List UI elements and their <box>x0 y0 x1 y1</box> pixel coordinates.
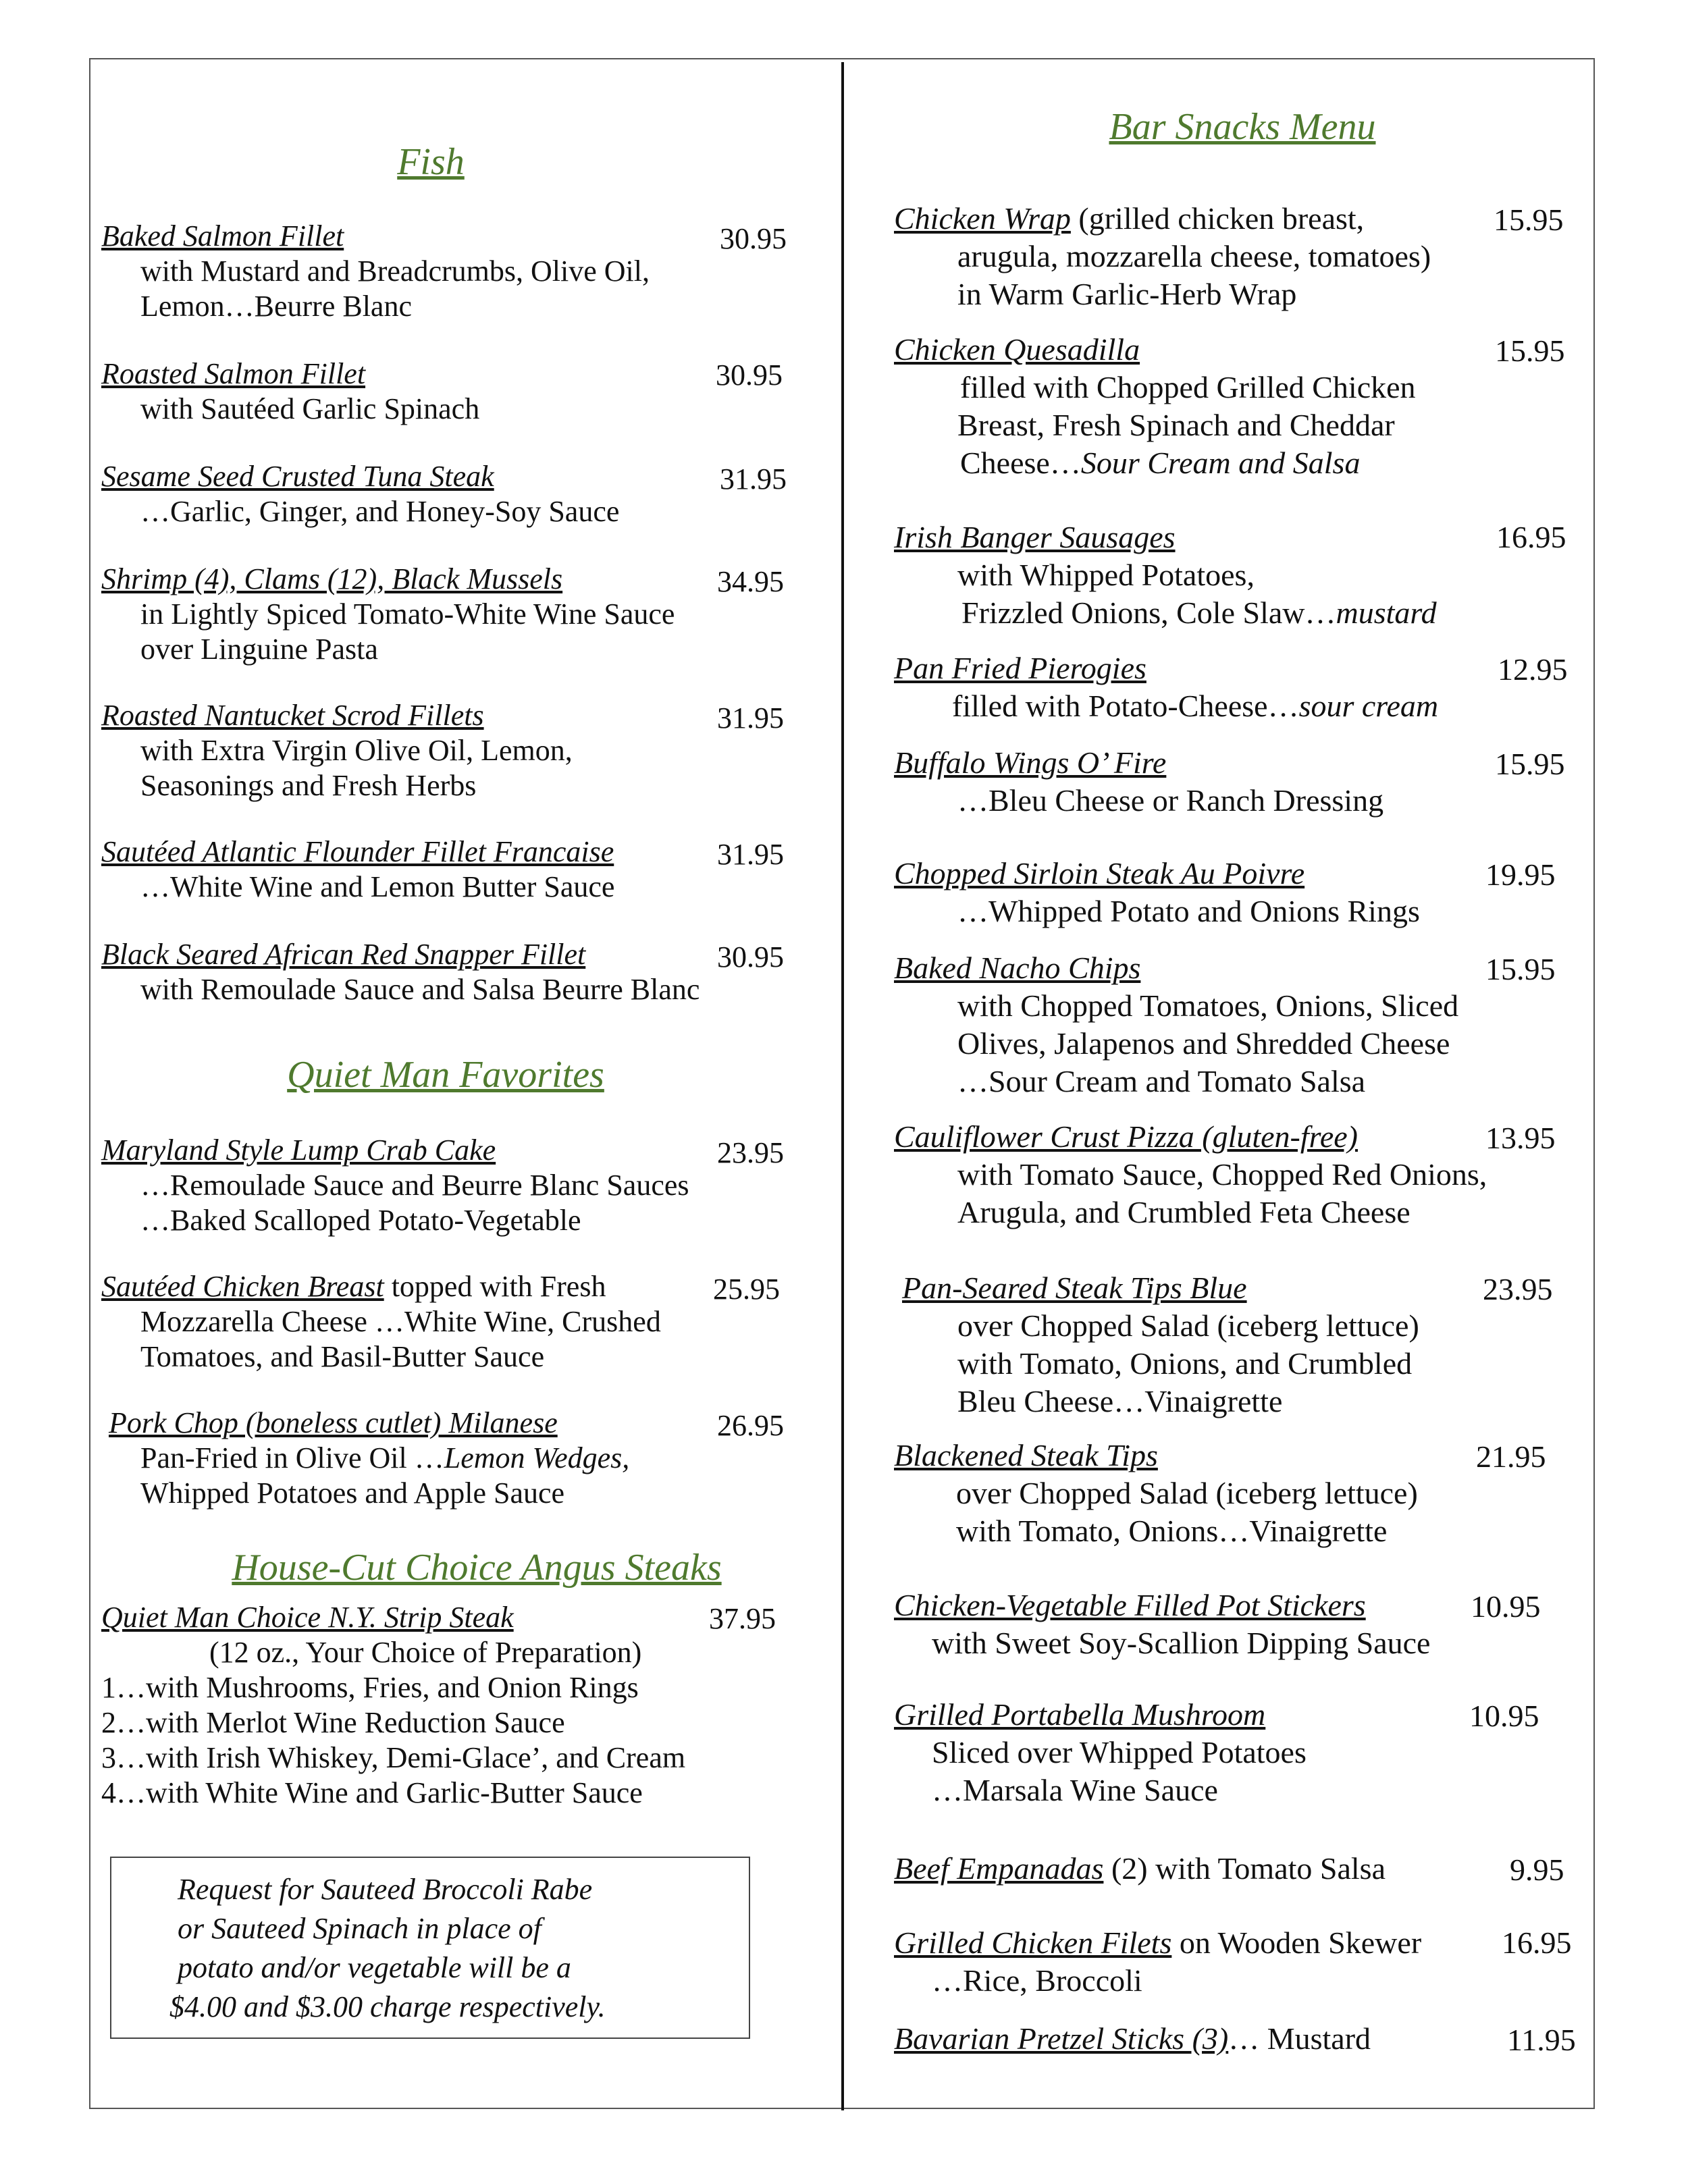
item-price: 31.95 <box>717 838 784 871</box>
item-price: 15.95 <box>1494 203 1564 237</box>
item-price: 11.95 <box>1507 2023 1576 2057</box>
item-price: 30.95 <box>717 940 784 974</box>
item-name: Pan-Seared Steak Tips Blue <box>902 1271 1247 1305</box>
note-line: $4.00 and $3.00 charge respectively. <box>169 1990 606 2023</box>
item-price: 26.95 <box>717 1409 784 1442</box>
menu-item <box>894 1850 1386 1888</box>
item-desc: over Chopped Salad (iceberg lettuce) <box>956 1476 1418 1510</box>
menu-item <box>894 1437 1418 1550</box>
item-desc: filled with Potato-Cheese…sour cream <box>952 689 1439 723</box>
menu-item <box>101 1269 661 1375</box>
menu-item <box>101 356 479 427</box>
menu-item <box>894 1696 1307 1809</box>
item-desc: …Sour Cream and Tomato Salsa <box>957 1064 1366 1098</box>
item-subtitle: (12 oz., Your Choice of Preparation) <box>209 1636 642 1669</box>
item-price: 15.95 <box>1485 952 1556 986</box>
item-name: Pan Fried Pierogies <box>894 651 1146 685</box>
item-desc: Sliced over Whipped Potatoes <box>932 1735 1307 1769</box>
menu-item <box>894 518 1437 632</box>
item-name: Sesame Seed Crusted Tuna Steak <box>101 460 494 493</box>
item-desc: with Tomato Sauce, Chopped Red Onions, <box>957 1157 1487 1192</box>
item-desc: with Whipped Potatoes, <box>957 558 1255 592</box>
section-title-steaks: House-Cut Choice Angus Steaks <box>232 1547 722 1589</box>
item-desc: Olives, Jalapenos and Shredded Cheese <box>957 1026 1450 1061</box>
item-price: 15.95 <box>1495 334 1565 368</box>
menu-item <box>101 937 700 1007</box>
item-desc: filled with Chopped Grilled Chicken <box>960 370 1416 404</box>
menu-item <box>894 1587 1430 1662</box>
item-name: Blackened Steak Tips <box>894 1438 1158 1472</box>
menu-item <box>101 1406 629 1511</box>
section-title-favorites: Quiet Man Favorites <box>287 1054 604 1096</box>
menu-item <box>101 1133 689 1238</box>
item-name: Maryland Style Lump Crab Cake <box>101 1134 496 1167</box>
item-name: Chopped Sirloin Steak Au Poivre <box>894 856 1305 890</box>
menu-item <box>101 219 650 324</box>
item-desc: …Garlic, Ginger, and Honey-Soy Sauce <box>140 495 620 528</box>
item-desc: with Tomato, Onions, and Crumbled <box>957 1346 1413 1381</box>
item-name: Chicken Quesadilla <box>894 332 1140 367</box>
menu-item <box>894 949 1458 1100</box>
section-title-bar-snacks: Bar Snacks Menu <box>1109 106 1376 148</box>
item-price: 13.95 <box>1485 1121 1556 1155</box>
item-price: 9.95 <box>1510 1853 1564 1887</box>
item-name: Shrimp (4), Clams (12), Black Mussels <box>101 562 563 595</box>
item-name: Black Seared African Red Snapper Fillet <box>101 938 586 971</box>
menu-item <box>101 459 619 529</box>
item-price: 15.95 <box>1495 747 1565 781</box>
menu-item <box>894 1924 1421 2000</box>
item-price: 30.95 <box>720 222 787 255</box>
item-price: 25.95 <box>713 1273 780 1306</box>
item-desc: …White Wine and Lemon Butter Sauce <box>140 870 615 903</box>
item-name: Pork Chop (boneless cutlet) Milanese <box>109 1406 558 1439</box>
item-desc: over Linguine Pasta <box>140 633 378 666</box>
menu-item <box>894 2020 1371 2058</box>
item-desc: Whipped Potatoes and Apple Sauce <box>140 1476 565 1510</box>
item-name-tail: (grilled chicken breast, <box>1070 201 1365 236</box>
item-desc: with Sautéed Garlic Spinach <box>140 392 480 425</box>
item-name-tail: on Wooden Skewer <box>1171 1925 1422 1960</box>
item-desc: over Chopped Salad (iceberg lettuce) <box>957 1308 1419 1343</box>
menu-item <box>101 562 675 667</box>
item-desc: Lemon…Beurre Blanc <box>140 290 412 323</box>
item-name: Cauliflower Crust Pizza (gluten-free) <box>894 1119 1358 1154</box>
item-desc: with Tomato, Onions…Vinaigrette <box>956 1514 1388 1548</box>
item-desc: with Mustard and Breadcrumbs, Olive Oil, <box>140 255 650 288</box>
note-line: Request for Sauteed Broccoli Rabe <box>178 1873 593 1906</box>
item-desc: Arugula, and Crumbled Feta Cheese <box>957 1195 1410 1229</box>
item-price: 10.95 <box>1469 1699 1539 1733</box>
item-name: Buffalo Wings O’ Fire <box>894 745 1167 780</box>
menu-item <box>894 331 1416 482</box>
item-price: 31.95 <box>720 462 787 496</box>
item-name: Sautéed Chicken Breast <box>101 1270 384 1303</box>
menu-item <box>894 200 1431 313</box>
steak-option: 4…with White Wine and Garlic-Butter Sauce <box>101 1776 643 1809</box>
menu-item <box>902 1269 1419 1420</box>
item-desc: Breast, Fresh Spinach and Cheddar <box>957 408 1395 442</box>
item-desc: Mozzarella Cheese …White Wine, Crushed <box>140 1305 661 1338</box>
section-title-fish: Fish <box>397 141 465 183</box>
note-line: potato and/or vegetable will be a <box>178 1951 571 1984</box>
menu-item <box>101 698 573 803</box>
item-price: 16.95 <box>1496 520 1566 554</box>
steak-option: 1…with Mushrooms, Fries, and Onion Rings <box>101 1671 639 1704</box>
item-name: Sautéed Atlantic Flounder Fillet Francaise <box>101 835 614 868</box>
item-name: Baked Nacho Chips <box>894 951 1141 985</box>
item-desc: …Whipped Potato and Onions Rings <box>957 894 1420 928</box>
item-desc: in Lightly Spiced Tomato-White Wine Sauce <box>140 597 675 631</box>
item-name: Beef Empanadas <box>894 1851 1104 1886</box>
item-price: 34.95 <box>717 565 784 598</box>
item-name: Bavarian Pretzel Sticks (3) <box>894 2021 1229 2056</box>
menu-item <box>101 1600 685 1811</box>
item-price: 16.95 <box>1502 1925 1572 1960</box>
menu-item <box>894 1118 1487 1231</box>
item-desc: …Marsala Wine Sauce <box>932 1773 1218 1807</box>
item-price: 12.95 <box>1498 652 1568 687</box>
menu-item <box>894 855 1420 930</box>
item-desc: with Extra Virgin Olive Oil, Lemon, <box>140 734 573 767</box>
item-name-tail: … Mustard <box>1228 2021 1371 2056</box>
item-name: Roasted Nantucket Scrod Fillets <box>101 699 484 732</box>
item-desc: Cheese…Sour Cream and Salsa <box>960 446 1361 480</box>
item-desc: Seasonings and Fresh Herbs <box>140 769 477 802</box>
item-desc: Bleu Cheese…Vinaigrette <box>957 1384 1283 1418</box>
item-name: Irish Banger Sausages <box>894 520 1176 554</box>
item-desc: arugula, mozzarella cheese, tomatoes) <box>957 239 1431 273</box>
item-desc: Pan-Fried in Olive Oil …Lemon Wedges, <box>140 1441 630 1474</box>
item-name-tail: (2) with Tomato Salsa <box>1103 1851 1386 1886</box>
item-desc: in Warm Garlic-Herb Wrap <box>957 277 1297 311</box>
item-desc: Frizzled Onions, Cole Slaw…mustard <box>961 595 1437 630</box>
item-desc: …Rice, Broccoli <box>932 1963 1142 1998</box>
menu-item <box>101 834 614 905</box>
item-price: 30.95 <box>716 358 783 392</box>
steak-option: 3…with Irish Whiskey, Demi-Glace’, and Cream <box>101 1741 686 1774</box>
item-desc: with Chopped Tomatoes, Onions, Sliced <box>957 988 1459 1023</box>
item-name: Baked Salmon Fillet <box>101 219 344 252</box>
item-desc: …Baked Scalloped Potato-Vegetable <box>140 1204 581 1237</box>
item-price: 31.95 <box>717 701 784 735</box>
note-line: or Sauteed Spinach in place of <box>178 1912 542 1945</box>
menu-item <box>894 649 1438 725</box>
substitution-note-box <box>110 1857 750 2039</box>
column-divider <box>841 62 844 2110</box>
item-name-tail: topped with Fresh <box>384 1270 606 1303</box>
item-desc: Tomatoes, and Basil-Butter Sauce <box>140 1340 545 1373</box>
item-desc: with Remoulade Sauce and Salsa Beurre Blanc <box>140 973 700 1006</box>
item-price: 19.95 <box>1485 857 1556 892</box>
item-desc: …Bleu Cheese or Ranch Dressing <box>957 783 1384 818</box>
item-name: Quiet Man Choice N.Y. Strip Steak <box>101 1601 514 1634</box>
item-name: Roasted Salmon Fillet <box>101 357 366 390</box>
item-name: Grilled Chicken Filets <box>894 1925 1172 1960</box>
item-price: 21.95 <box>1476 1439 1546 1474</box>
steak-option: 2…with Merlot Wine Reduction Sauce <box>101 1706 565 1739</box>
item-desc: with Sweet Soy-Scallion Dipping Sauce <box>932 1626 1431 1660</box>
item-name: Chicken-Vegetable Filled Pot Stickers <box>894 1588 1366 1622</box>
item-price: 23.95 <box>1483 1272 1553 1306</box>
menu-item <box>894 744 1383 820</box>
item-price: 10.95 <box>1471 1589 1541 1624</box>
item-name: Grilled Portabella Mushroom <box>894 1697 1266 1732</box>
item-desc: …Remoulade Sauce and Beurre Blanc Sauces <box>140 1169 689 1202</box>
item-name: Chicken Wrap <box>894 201 1071 236</box>
item-price: 37.95 <box>709 1602 776 1635</box>
item-price: 23.95 <box>717 1136 784 1169</box>
